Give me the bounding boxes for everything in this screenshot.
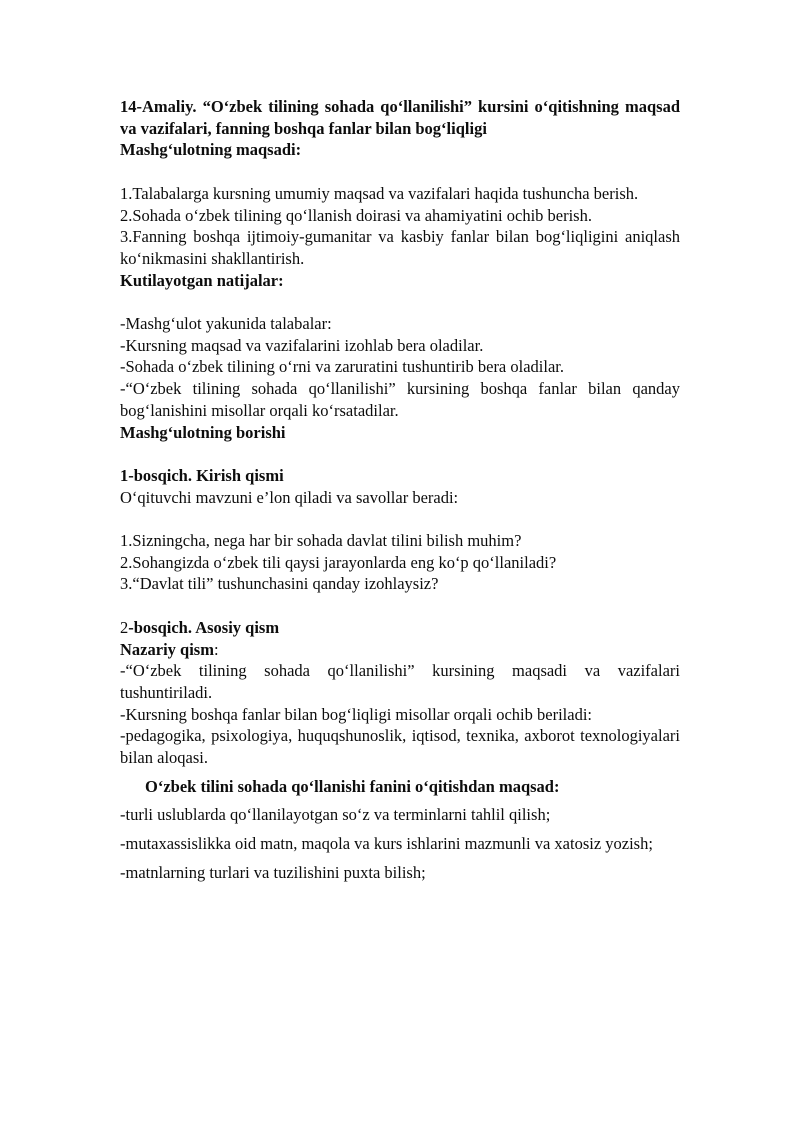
goal-item-3: 3.Fanning boshqa ijtimoiy-gumanitar va kasbiy fanlar bilan bogʻliqligini aniqlash koʻnikmasini shakllantirish. (120, 227, 680, 268)
purpose-heading: Oʻzbek tilini sohada qoʻllanishi fanini oʻqitishdan maqsad: (145, 776, 560, 796)
outcome-item-3: -Sohada oʻzbek tilining oʻrni va zaruratini tushuntirib bera oladilar. (120, 357, 564, 377)
stage2-section (120, 617, 680, 769)
stage2-number: 2 (120, 617, 129, 637)
outcome-item-4: -“Oʻzbek tilining sohada qoʻllanilishi” kursining boshqa fanlar bilan qanday bogʻlanishini misollar orqali koʻrsatadilar. (120, 379, 680, 420)
theory-label: Nazariy qism (120, 639, 214, 659)
purpose-point-2: -mutaxassislikka oid matn, maqola va kurs ishlarini mazmunli va xatosiz yozish; (120, 833, 653, 853)
outcomes-list (120, 313, 680, 422)
goal-item-2: 2.Sohada oʻzbek tilining qoʻllanish doirasi va ahamiyatini ochib berish. (120, 205, 592, 225)
stage1-section (120, 465, 680, 508)
flow-heading: Mashgʻulotning borishi (120, 422, 286, 442)
question-item-2: 2.Sohangizda oʻzbek tili qaysi jarayonlarda eng koʻp qoʻllaniladi? (120, 552, 557, 572)
theory-point-2: -Kursning boshqa fanlar bilan bogʻliqligi misollar orqali ochib beriladi: (120, 704, 592, 724)
goals-list (120, 183, 680, 270)
outcomes-heading: Kutilayotgan natijalar: (120, 270, 284, 290)
stage1-heading: 1-bosqich. Kirish qismi (120, 465, 284, 485)
purpose-point-3: -matnlarning turlari va tuzilishini puxta bilish; (120, 862, 426, 882)
stage2-label: -bosqich. Asosiy qism (128, 617, 280, 637)
theory-point-1: -“Oʻzbek tilining sohada qoʻllanilishi” kursining maqsadi va vazifalari tushuntiriladi. (120, 661, 680, 702)
theory-colon: : (213, 639, 219, 659)
purpose-point-1: -turli uslublarda qoʻllanilayotgan soʻz va terminlarni tahlil qilish; (120, 805, 551, 825)
theory-point-3: -pedagogika, psixologiya, huquqshunoslik, iqtisod, texnika, axborot texnologiyalari bilan aloqasi. (120, 726, 680, 768)
lesson-title: 14-Amaliy. “Oʻzbek tilining sohada qoʻllanilishi” kursini oʻqitishning maqsad va vazifalari, fanning boshqa fanlar bilan bogʻliqligi (120, 97, 680, 138)
stage1-intro: Oʻqituvchi mavzuni e’lon qiladi va savollar beradi: (120, 487, 459, 507)
question-item-3: 3.“Davlat tili” tushunchasini qanday izohlaysiz? (120, 574, 439, 594)
question-item-1: 1.Sizningcha, nega har bir sohada davlat tilini bilish muhim? (120, 531, 522, 550)
outcome-item-1: -Mashgʻulot yakunida talabalar: (120, 314, 332, 333)
goal-item-1: 1.Talabalarga kursning umumiy maqsad va vazifalari haqida tushuncha berish. (120, 183, 639, 203)
theory-heading (120, 639, 680, 661)
goal-heading: Mashgʻulotning maqsadi: (120, 140, 302, 160)
document-content (120, 96, 680, 887)
questions-list (120, 530, 680, 595)
stage2-heading (120, 617, 680, 639)
purpose-section (120, 773, 680, 887)
outcome-item-2: -Kursning maqsad va vazifalarini izohlab bera oladilar. (120, 335, 484, 355)
